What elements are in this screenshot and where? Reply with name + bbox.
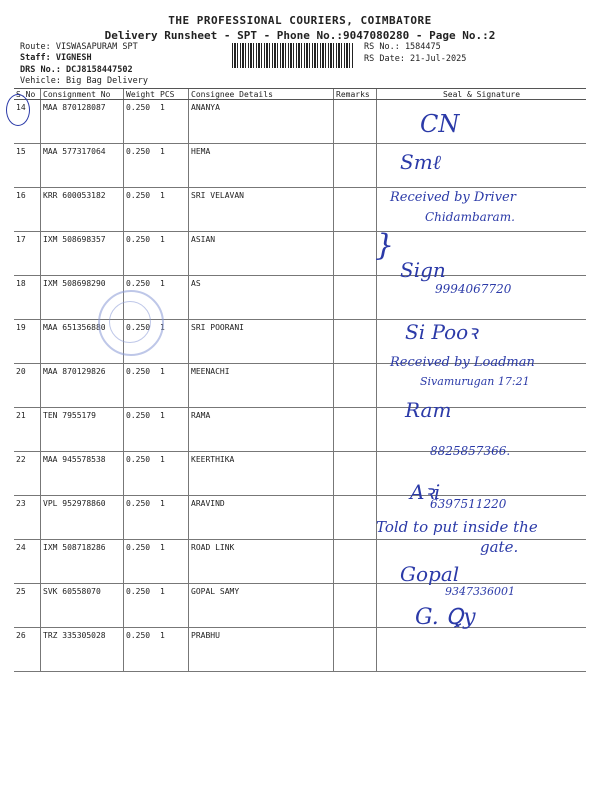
- company-stamp: [98, 290, 164, 356]
- col-consignment: Consignment No: [41, 89, 124, 100]
- cell-consignee: KEERTHIKA: [189, 452, 334, 496]
- cell-consignment: MAA 577317064: [41, 144, 124, 188]
- cell-consignee: SRI POORANI: [189, 320, 334, 364]
- cell-pcs: 1: [158, 100, 189, 144]
- cell-sno: 21: [14, 408, 41, 452]
- cell-consignment: VPL 952978860: [41, 496, 124, 540]
- cell-remarks: [334, 144, 377, 188]
- col-weight: Weight: [124, 89, 159, 100]
- col-remarks: Remarks: [334, 89, 377, 100]
- cell-weight: 0.250: [124, 232, 159, 276]
- rs-date: RS Date: 21-Jul-2025: [364, 54, 467, 64]
- cell-remarks: [334, 100, 377, 144]
- cell-sno: 19: [14, 320, 41, 364]
- cell-remarks: [334, 584, 377, 628]
- cell-remarks: [334, 188, 377, 232]
- cell-sno: 17: [14, 232, 41, 276]
- cell-weight: 0.250: [124, 144, 159, 188]
- cell-pcs: 1: [158, 364, 189, 408]
- cell-pcs: 1: [158, 628, 189, 672]
- cell-consignment: MAA 870129826: [41, 364, 124, 408]
- cell-weight: 0.250: [124, 320, 159, 364]
- cell-consignee: ROAD LINK: [189, 540, 334, 584]
- cell-remarks: [334, 628, 377, 672]
- phone-row-23: 6397511220: [430, 497, 507, 511]
- note-row-16b: Chidambaram.: [425, 210, 515, 224]
- phone-row-18: 9994067720: [435, 282, 512, 296]
- signature-row-15: Ѕmℓ: [400, 150, 441, 174]
- runsheet-title: Delivery Runsheet - SPT - Phone No.:9047080280 - Page No.:2: [104, 29, 496, 42]
- cell-consignment: TEN 7955179: [41, 408, 124, 452]
- cell-pcs: 1: [158, 584, 189, 628]
- cell-consignment: SVK 60558070: [41, 584, 124, 628]
- cell-remarks: [334, 408, 377, 452]
- note-row-24b: gate.: [480, 538, 519, 556]
- cell-remarks: [334, 276, 377, 320]
- table-row: [14, 452, 586, 496]
- cell-seal: [377, 628, 587, 672]
- cell-sno: 23: [14, 496, 41, 540]
- cell-weight: 0.250: [124, 276, 159, 320]
- cell-consignee: HEMA: [189, 144, 334, 188]
- phone-row-25: 9347336001: [445, 585, 515, 598]
- signature-row-19: Ѕi Pooꝛ: [405, 320, 478, 344]
- col-pcs: PCS: [158, 89, 189, 100]
- col-seal: Seal & Signature: [377, 89, 587, 100]
- company-title: THE PROFESSIONAL COURIERS, COIMBATORE: [168, 14, 432, 27]
- cell-consignee: SRI VELAVAN: [189, 188, 334, 232]
- cell-consignee: PRABHU: [189, 628, 334, 672]
- cell-remarks: [334, 364, 377, 408]
- signature-row-14: CN: [420, 110, 460, 138]
- cell-weight: 0.250: [124, 452, 159, 496]
- vehicle-label: Vehicle: Big Bag Delivery: [20, 76, 148, 86]
- note-row-20: Received by Loadman: [390, 355, 535, 370]
- cell-sno: 16: [14, 188, 41, 232]
- cell-sno: 24: [14, 540, 41, 584]
- cell-remarks: [334, 452, 377, 496]
- cell-pcs: 1: [158, 232, 189, 276]
- barcode: [232, 43, 354, 68]
- cell-seal: [377, 100, 587, 144]
- cell-sno: 22: [14, 452, 41, 496]
- cell-pcs: 1: [158, 188, 189, 232]
- cell-sno: 18: [14, 276, 41, 320]
- cell-sno: 20: [14, 364, 41, 408]
- cell-consignee: ASIAN: [189, 232, 334, 276]
- signature-row-18: Ѕign: [400, 258, 446, 282]
- cell-consignment: IXM 508698357: [41, 232, 124, 276]
- hand-drawn-circle: [6, 94, 30, 126]
- col-sno: S.No: [14, 89, 41, 100]
- cell-consignment: IXM 508698290: [41, 276, 124, 320]
- cell-pcs: 1: [158, 320, 189, 364]
- cell-weight: 0.250: [124, 496, 159, 540]
- signature-row-26: G. Ꝗy: [415, 605, 476, 630]
- cell-pcs: 1: [158, 496, 189, 540]
- cell-consignee: RAMA: [189, 408, 334, 452]
- signature-row-25: Gopal: [400, 562, 460, 586]
- cell-consignment: TRZ 335305028: [41, 628, 124, 672]
- route-label: Route: VISWASAPURAM SPT: [20, 42, 138, 52]
- cell-consignee: ANANYA: [189, 100, 334, 144]
- cell-pcs: 1: [158, 276, 189, 320]
- cell-consignment: IXM 508718286: [41, 540, 124, 584]
- col-consignee: Consignee Details: [189, 89, 334, 100]
- note-row-24: Told to put inside the: [376, 518, 538, 536]
- cell-pcs: 1: [158, 144, 189, 188]
- cell-remarks: [334, 540, 377, 584]
- note-row-20b: Sivamurugan 17:21: [420, 375, 530, 388]
- cell-sno: 26: [14, 628, 41, 672]
- drs-number: DRS No.: DCJ8158447502: [20, 65, 133, 75]
- cell-consignment: MAA 651356880: [41, 320, 124, 364]
- cell-consignee: GOPAL SAMY: [189, 584, 334, 628]
- table-row: [14, 100, 586, 144]
- cell-consignee: ARAVIND: [189, 496, 334, 540]
- cell-weight: 0.250: [124, 100, 159, 144]
- cell-consignment: MAA 870128087: [41, 100, 124, 144]
- cell-remarks: [334, 496, 377, 540]
- cell-sno: 14: [14, 100, 41, 144]
- cell-consignee: MEENACHI: [189, 364, 334, 408]
- cell-pcs: 1: [158, 408, 189, 452]
- table-row: [14, 628, 586, 672]
- cell-weight: 0.250: [124, 584, 159, 628]
- cell-weight: 0.250: [124, 188, 159, 232]
- cell-pcs: 1: [158, 540, 189, 584]
- cell-weight: 0.250: [124, 540, 159, 584]
- cell-weight: 0.250: [124, 628, 159, 672]
- cell-pcs: 1: [158, 452, 189, 496]
- signature-row-23: Aꝛi: [410, 480, 441, 504]
- cell-consignment: MAA 945578538: [41, 452, 124, 496]
- staff-label: Staff: VIGNESH: [20, 53, 92, 63]
- cell-remarks: [334, 232, 377, 276]
- cell-remarks: [334, 320, 377, 364]
- table-row: [14, 232, 586, 276]
- cell-sno: 15: [14, 144, 41, 188]
- table-header-row: [14, 89, 586, 100]
- bracket-mark: }: [375, 228, 395, 263]
- table-row: [14, 144, 586, 188]
- cell-weight: 0.250: [124, 408, 159, 452]
- phone-row-22: 8825857366.: [430, 444, 511, 458]
- cell-consignee: AS: [189, 276, 334, 320]
- cell-seal: [377, 452, 587, 496]
- rs-number: RS No.: 1584475: [364, 42, 441, 52]
- cell-sno: 25: [14, 584, 41, 628]
- cell-weight: 0.250: [124, 364, 159, 408]
- signature-row-21: Ram: [405, 398, 452, 422]
- note-row-16: Received by Driver: [390, 190, 516, 205]
- cell-consignment: KRR 600053182: [41, 188, 124, 232]
